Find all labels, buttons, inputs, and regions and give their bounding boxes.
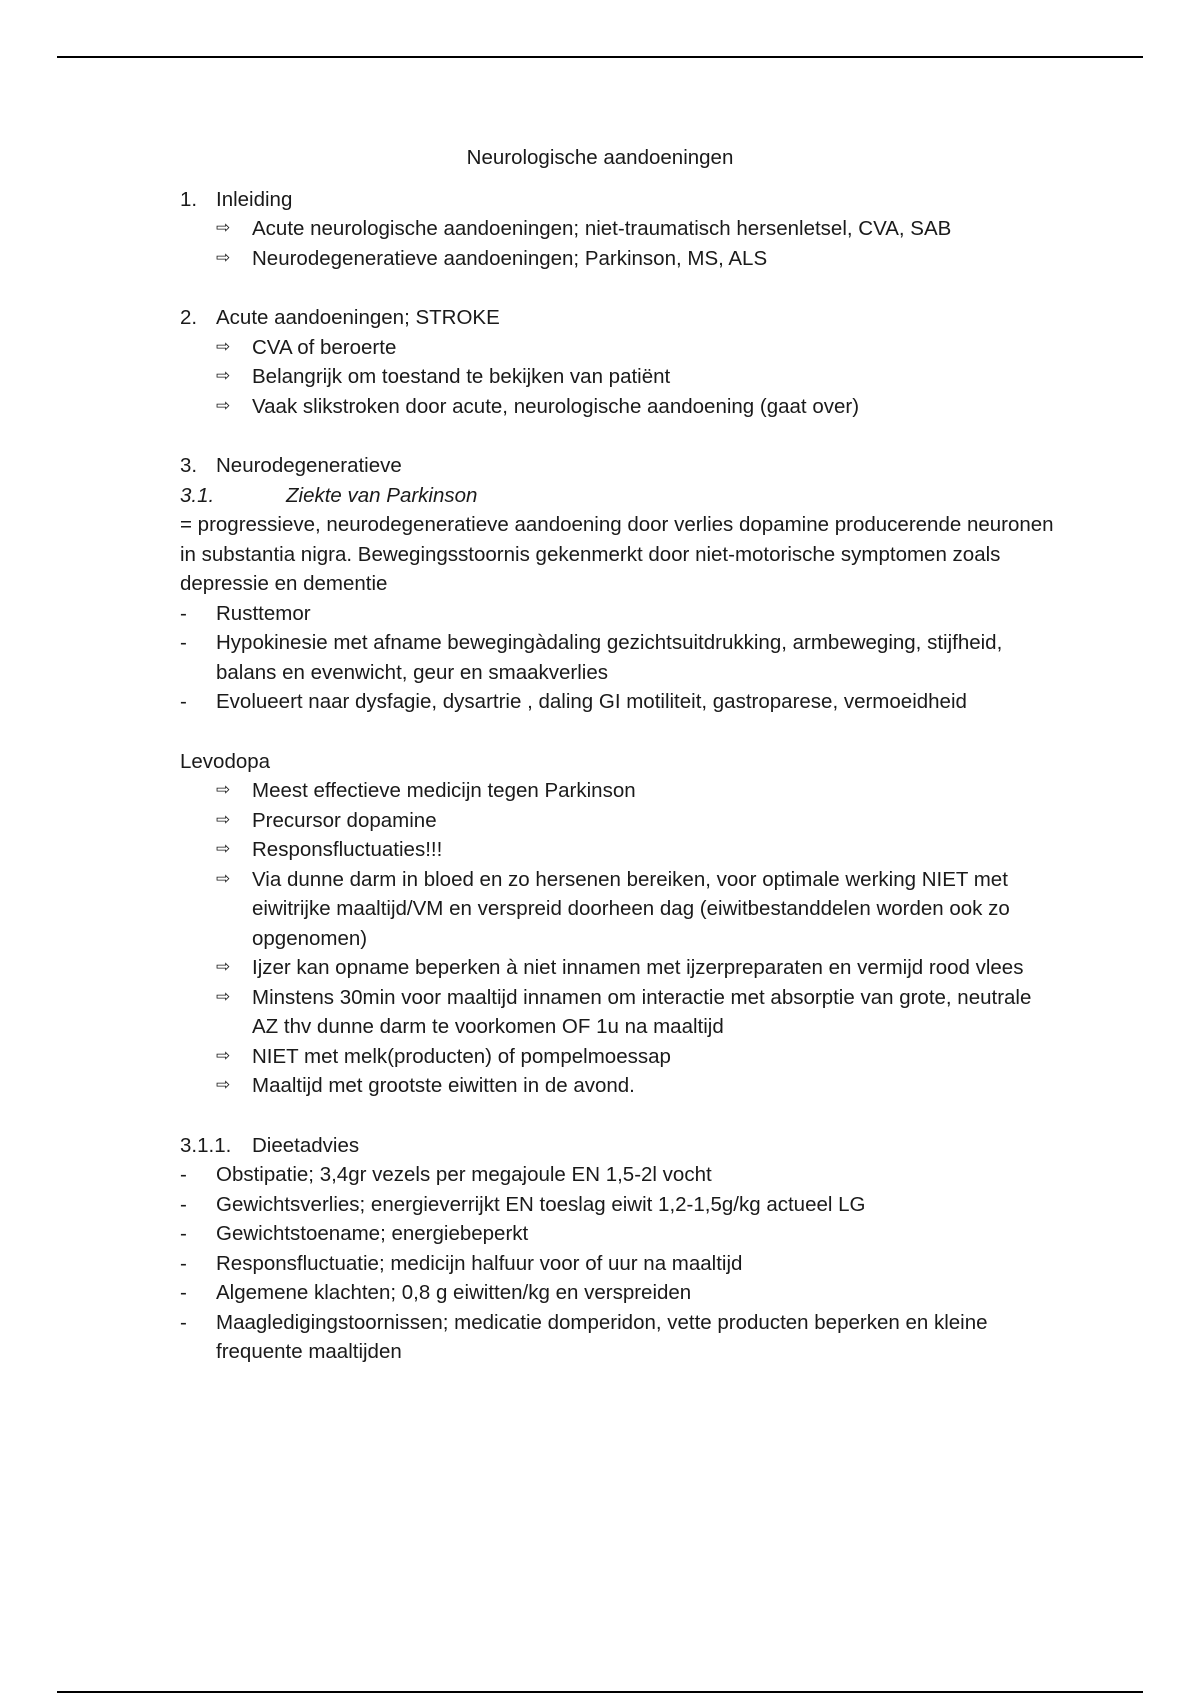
list-item: - Algemene klachten; 0,8 g eiwitten/kg en verspreiden — [180, 1278, 1060, 1308]
dieetadvies-heading — [180, 1131, 1060, 1161]
subsection-title: Dieetadvies — [252, 1133, 360, 1157]
section-title: Neurodegeneratieve — [216, 454, 402, 477]
dash-bullet-icon: - — [180, 631, 187, 654]
dash-bullet-icon: - — [180, 1281, 187, 1304]
section-1-list — [180, 214, 1060, 273]
list-item: ⇨ Belangrijk om toestand te bekijken van patiënt — [180, 362, 1060, 392]
list-item: ⇨ Maaltijd met grootste eiwitten in de avond. — [180, 1071, 1060, 1101]
parkinson-symptom-list — [180, 599, 1060, 717]
section-3-heading — [180, 451, 1060, 481]
subsection-title: Ziekte van Parkinson — [286, 483, 478, 507]
document-title: Neurologische aandoeningen — [466, 146, 734, 169]
list-item: - Maagledigingstoornissen; medicatie domperidon, vette producten beperken en kleine frequente maaltijden — [180, 1308, 1060, 1367]
dash-bullet-icon: - — [180, 601, 187, 625]
arrow-bullet-icon: ⇨ — [216, 336, 231, 357]
section-2-list — [180, 333, 1060, 422]
arrow-bullet-icon: ⇨ — [216, 218, 231, 238]
subsection-number: 3.1.1. — [180, 1133, 232, 1157]
subsection-3-1-heading — [180, 481, 1060, 511]
section-number: 3. — [180, 454, 198, 477]
section-title: Inleiding — [216, 187, 293, 211]
section-title: Acute aandoeningen; STROKE — [216, 306, 500, 329]
subsection-number: 3.1. — [180, 483, 215, 507]
dash-bullet-icon: - — [180, 1222, 187, 1245]
arrow-bullet-icon: ⇨ — [216, 1045, 231, 1066]
list-item: - Obstipatie; 3,4gr vezels per megajoule EN 1,5-2l vocht — [180, 1160, 1060, 1190]
section-2-heading — [180, 303, 1060, 333]
dash-bullet-icon: - — [180, 1192, 187, 1216]
list-item: - Rusttemor — [180, 599, 1060, 629]
dash-bullet-icon: - — [180, 1163, 187, 1186]
list-item: - Hypokinesie met afname bewegingàdaling gezichtsuitdrukking, armbeweging, stijfheid, balans en evenwicht, geur en smaakverlies — [180, 628, 1060, 687]
list-item: ⇨ Acute neurologische aandoeningen; niet-traumatisch hersenletsel, CVA, SAB — [180, 214, 1060, 244]
list-item: ⇨ Precursor dopamine — [180, 806, 1060, 836]
list-item: - Responsfluctuatie; medicijn halfuur voor of uur na maaltijd — [180, 1249, 1060, 1279]
arrow-bullet-icon: ⇨ — [216, 366, 231, 386]
list-item: ⇨ Responsfluctuaties!!! — [180, 835, 1060, 865]
section-number: 1. — [180, 187, 198, 211]
list-item: ⇨ CVA of beroerte — [180, 333, 1060, 363]
list-item: ⇨ NIET met melk(producten) of pompelmoessap — [180, 1042, 1060, 1072]
arrow-bullet-icon: ⇨ — [216, 986, 231, 1007]
levodopa-list — [180, 776, 1060, 1101]
dash-bullet-icon: - — [180, 1310, 187, 1334]
arrow-bullet-icon: ⇨ — [216, 868, 231, 889]
list-item: ⇨ Meest effectieve medicijn tegen Parkinson — [180, 776, 1060, 806]
list-item: ⇨ Vaak slikstroken door acute, neurologische aandoening (gaat over) — [180, 392, 1060, 422]
section-1-heading — [180, 185, 1060, 215]
parkinson-definition: = progressieve, neurodegeneratieve aandoening door verlies dopamine producerende neuronen in substantia nigra. Bewegingsstoornis gekenmerkt door niet-motorische symptomen zoals depressie en dementie — [180, 513, 1054, 595]
list-item: - Gewichtstoename; energiebeperkt — [180, 1219, 1060, 1249]
list-item: ⇨ Ijzer kan opname beperken à niet innamen met ijzerpreparaten en vermijd rood vlees — [180, 953, 1060, 983]
arrow-bullet-icon: ⇨ — [216, 1075, 231, 1095]
list-item: - Evolueert naar dysfagie, dysartrie , daling GI motiliteit, gastroparese, vermoeidheid — [180, 687, 1060, 717]
dash-bullet-icon: - — [180, 1251, 187, 1275]
arrow-bullet-icon: ⇨ — [216, 247, 231, 268]
levodopa-heading: Levodopa — [180, 749, 271, 773]
list-item: ⇨ Minstens 30min voor maaltijd innamen om interactie met absorptie van grote, neutrale AZ thv dunne darm te voorkomen OF 1u na maaltijd — [180, 983, 1060, 1042]
footer-rule — [57, 1691, 1143, 1693]
list-item: - Gewichtsverlies; energieverrijkt EN toeslag eiwit 1,2-1,5g/kg actueel LG — [180, 1190, 1060, 1220]
arrow-bullet-icon: ⇨ — [216, 780, 231, 800]
document-body — [180, 143, 1060, 1367]
list-item: ⇨ Via dunne darm in bloed en zo hersenen bereiken, voor optimale werking NIET met eiwitrijke maaltijd/VM en verspreid doorheen dag (eiwitbestanddelen worden ook zo opgenomen) — [180, 865, 1060, 954]
list-item: ⇨ Neurodegeneratieve aandoeningen; Parkinson, MS, ALS — [180, 244, 1060, 274]
arrow-bullet-icon: ⇨ — [216, 957, 231, 977]
section-number: 2. — [180, 306, 198, 329]
arrow-bullet-icon: ⇨ — [216, 839, 231, 859]
header-rule — [57, 56, 1143, 58]
dieetadvies-list — [180, 1160, 1060, 1367]
arrow-bullet-icon: ⇨ — [216, 395, 231, 416]
dash-bullet-icon: - — [180, 690, 187, 713]
arrow-bullet-icon: ⇨ — [216, 809, 231, 830]
